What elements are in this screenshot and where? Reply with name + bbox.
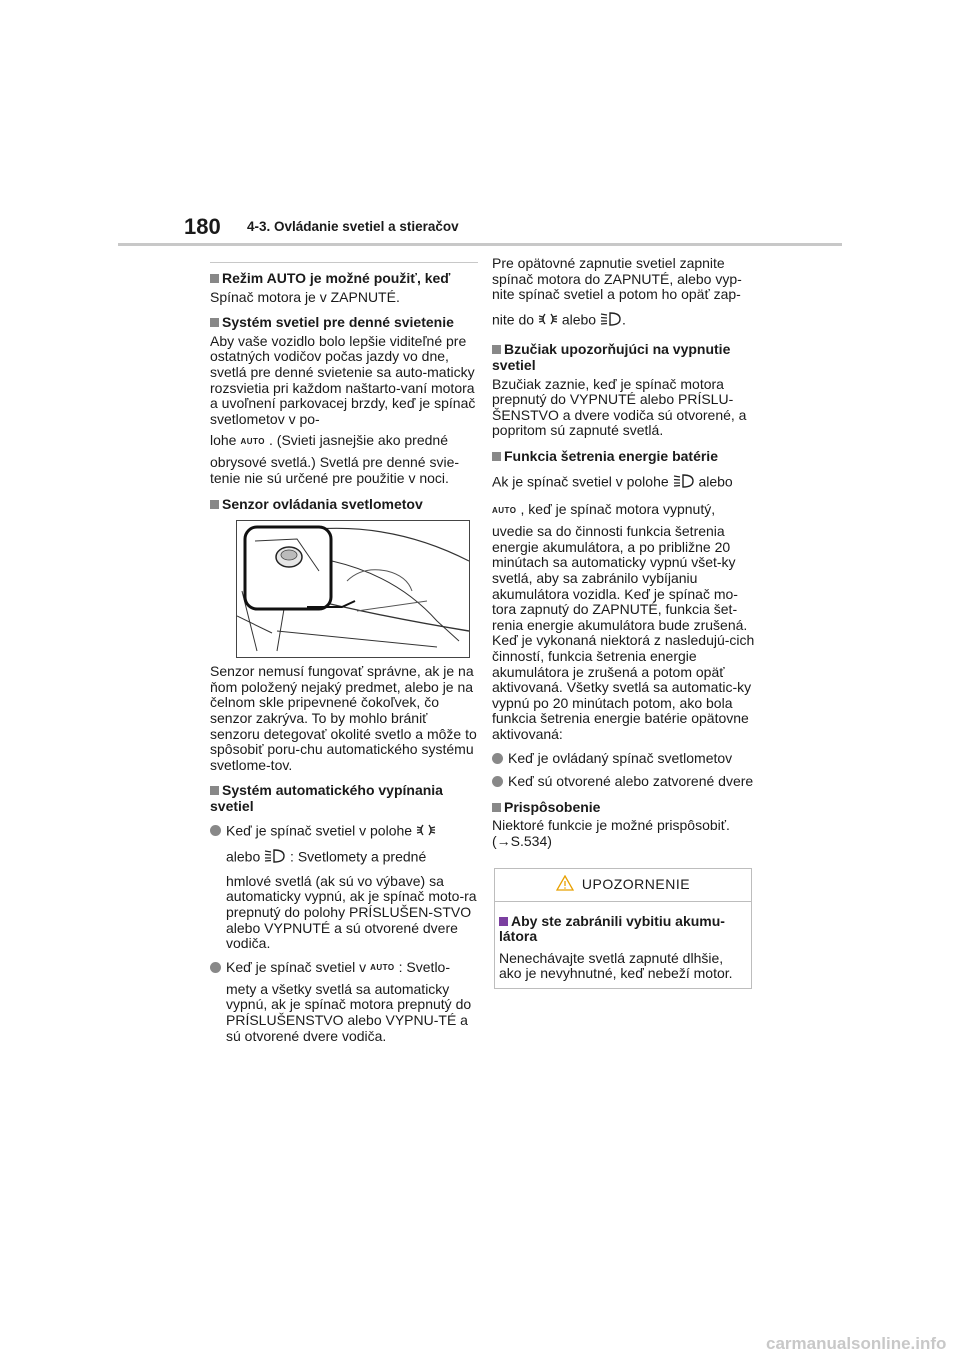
caution-header: [495, 869, 751, 902]
drl-text-3: obrysové svetlá.) Svetlá pre denné svie-tenie nie sú určené pre použitie v noci.: [210, 454, 460, 487]
section-title: 4-3. Ovládanie svetiel a stieračov: [247, 219, 459, 234]
autooff-bullet-1: Keď je spínač svetiel v polohe alebo : Svetlomety a predné hmlové svetlá (ak sú vo výbave) sa automaticky vypnú, ak je spínač moto-ra prepnutý do polohy PRÍSLUŠEN-STVO alebo VYPNUTÉ a sú otvorené dvere vodiča.: [210, 823, 478, 952]
reon-text-1: Pre opätovné zapnutie svetiel zapnite spínač motora do ZAPNUTÉ, alebo vyp-nite spínač svetiel a potom ho opäť zap-: [492, 255, 742, 303]
headlight-icon: [600, 311, 622, 331]
caution-box: [494, 868, 752, 989]
square-bullet-icon: [492, 452, 501, 461]
sensor-text: Senzor nemusí fungovať správne, ak je na ňom položený nejaký predmet, alebo je na čelnom skle pripevnené čokoľvek, čo senzor zakrýva. To by mohlo brániť senzoru detegovať okolité svetlo a môže to spôsobiť poru-chu automatického systému svetlome-tov.: [210, 663, 477, 773]
headlight-icon: [673, 473, 695, 493]
autooff-bullet-2: Keď je spínač svetiel v AUTO : Svetlo- mety a všetky svetlá sa automaticky vypnú, ak je spínač motora prepnutý do PRÍSLUŠENSTVO alebo VYPNU-TÉ a sú otvorené dvere vodiča.: [210, 960, 478, 1044]
square-bullet-icon: [210, 786, 219, 795]
caution-text: Nenechávajte svetlá zapnuté dlhšie, ako je nevyhnutné, keď nebeží motor.: [499, 949, 733, 982]
auto-text: Spínač motora je v ZAPNUTÉ.: [210, 288, 400, 305]
auto-icon: AUTO: [240, 436, 265, 446]
drl-text-2: lohe AUTO . (Svieti jasnejšie ako predné: [210, 432, 448, 449]
page-number: 180: [184, 214, 221, 239]
custom-text: Niektoré funkcie je možné prispôsobiť. (→S.534): [492, 817, 730, 849]
left-column: [210, 268, 478, 1044]
square-bullet-icon: [210, 500, 219, 509]
parking-lights-icon: [416, 823, 436, 841]
caution-heading: Aby ste zabránili vybitiu akumu-látora: [499, 912, 725, 945]
custom-heading: Prispôsobenie: [492, 800, 760, 816]
saver-text-1: Ak je spínač svetiel v polohe alebo: [492, 473, 760, 493]
watermark: carmanualsonline.info: [766, 1334, 947, 1353]
headlight-icon: [264, 848, 286, 868]
windshield-sensor-image: [237, 521, 469, 657]
square-bullet-icon: [210, 274, 219, 283]
saver-text-2: AUTO , keď je spínač motora vypnutý,: [492, 501, 716, 518]
autooff-heading: Systém automatického vypínania svetiel: [210, 782, 443, 814]
sensor-illustration: [236, 520, 470, 658]
auto-icon: AUTO: [370, 963, 395, 973]
round-bullet-icon: [210, 825, 221, 836]
saver-text-3: uvedie sa do činnosti funkcia šetrenia energie akumulátora, a po približne 20 minútach sa automaticky vypnú všet-ky svetlá, aby sa zabránilo vybíjaniu akumulátora vozidla. Keď je spínač mo-tora zapnutý do ZAPNUTÉ, funkcia šet-renia energie akumulátora bude zrušená. Keď je vykonaná niektorá z nasledujú-cich činností, funkcia šetrenia energie akumulátora je zrušená a potom opäť aktivovaná. Všetky svetlá sa automatic-ky vypnú po 20 minútach potom, ako bola funkcia šetrenia energie batérie opätovne aktivovaná:: [492, 523, 755, 742]
auto-icon: AUTO: [492, 505, 517, 515]
square-bullet-icon: [499, 917, 508, 926]
buzzer-text: Bzučiak zaznie, keď je spínač motora prepnutý do VYPNUTÉ alebo PRÍSLU-ŠENSTVO a dvere vodiča sú otvorené, a popritom sú zapnuté svetlá.: [492, 375, 747, 439]
saver-bullet-2: Keď sú otvorené alebo zatvorené dvere: [492, 774, 760, 790]
reon-text-2: nite do alebo .: [492, 311, 760, 331]
auto-heading: Režim AUTO je možné použiť, keď: [210, 271, 478, 287]
drl-heading: Systém svetiel pre denné svietenie: [210, 315, 478, 331]
round-bullet-icon: [492, 776, 503, 787]
buzzer-heading: Bzučiak upozorňujúci na vypnutie svetiel: [492, 341, 731, 373]
caution-title: UPOZORNENIE: [581, 875, 691, 892]
square-bullet-icon: [492, 345, 501, 354]
saver-bullet-1: Keď je ovládaný spínač svetlometov: [492, 751, 760, 767]
parking-lights-icon: [538, 312, 558, 330]
round-bullet-icon: [492, 753, 503, 764]
saver-heading: Funkcia šetrenia energie batérie: [492, 449, 760, 465]
drl-text-1: Aby vaše vozidlo bolo lepšie viditeľné pre ostatných vodičov počas jazdy vo dne, svetlá pre denné svietenie sa auto-maticky rozsvietia pri každom naštarto-vaní motora a uvoľnení parkovacej brzdy, keď je spínač svetlometov v po-: [210, 332, 476, 427]
square-bullet-icon: [492, 803, 501, 812]
square-bullet-icon: [210, 318, 219, 327]
header-rule: [118, 243, 842, 246]
warning-triangle-icon: [556, 875, 574, 895]
round-bullet-icon: [210, 962, 221, 973]
right-column: [492, 253, 760, 989]
column-rule: [210, 262, 478, 263]
sensor-heading: Senzor ovládania svetlometov: [210, 497, 478, 513]
